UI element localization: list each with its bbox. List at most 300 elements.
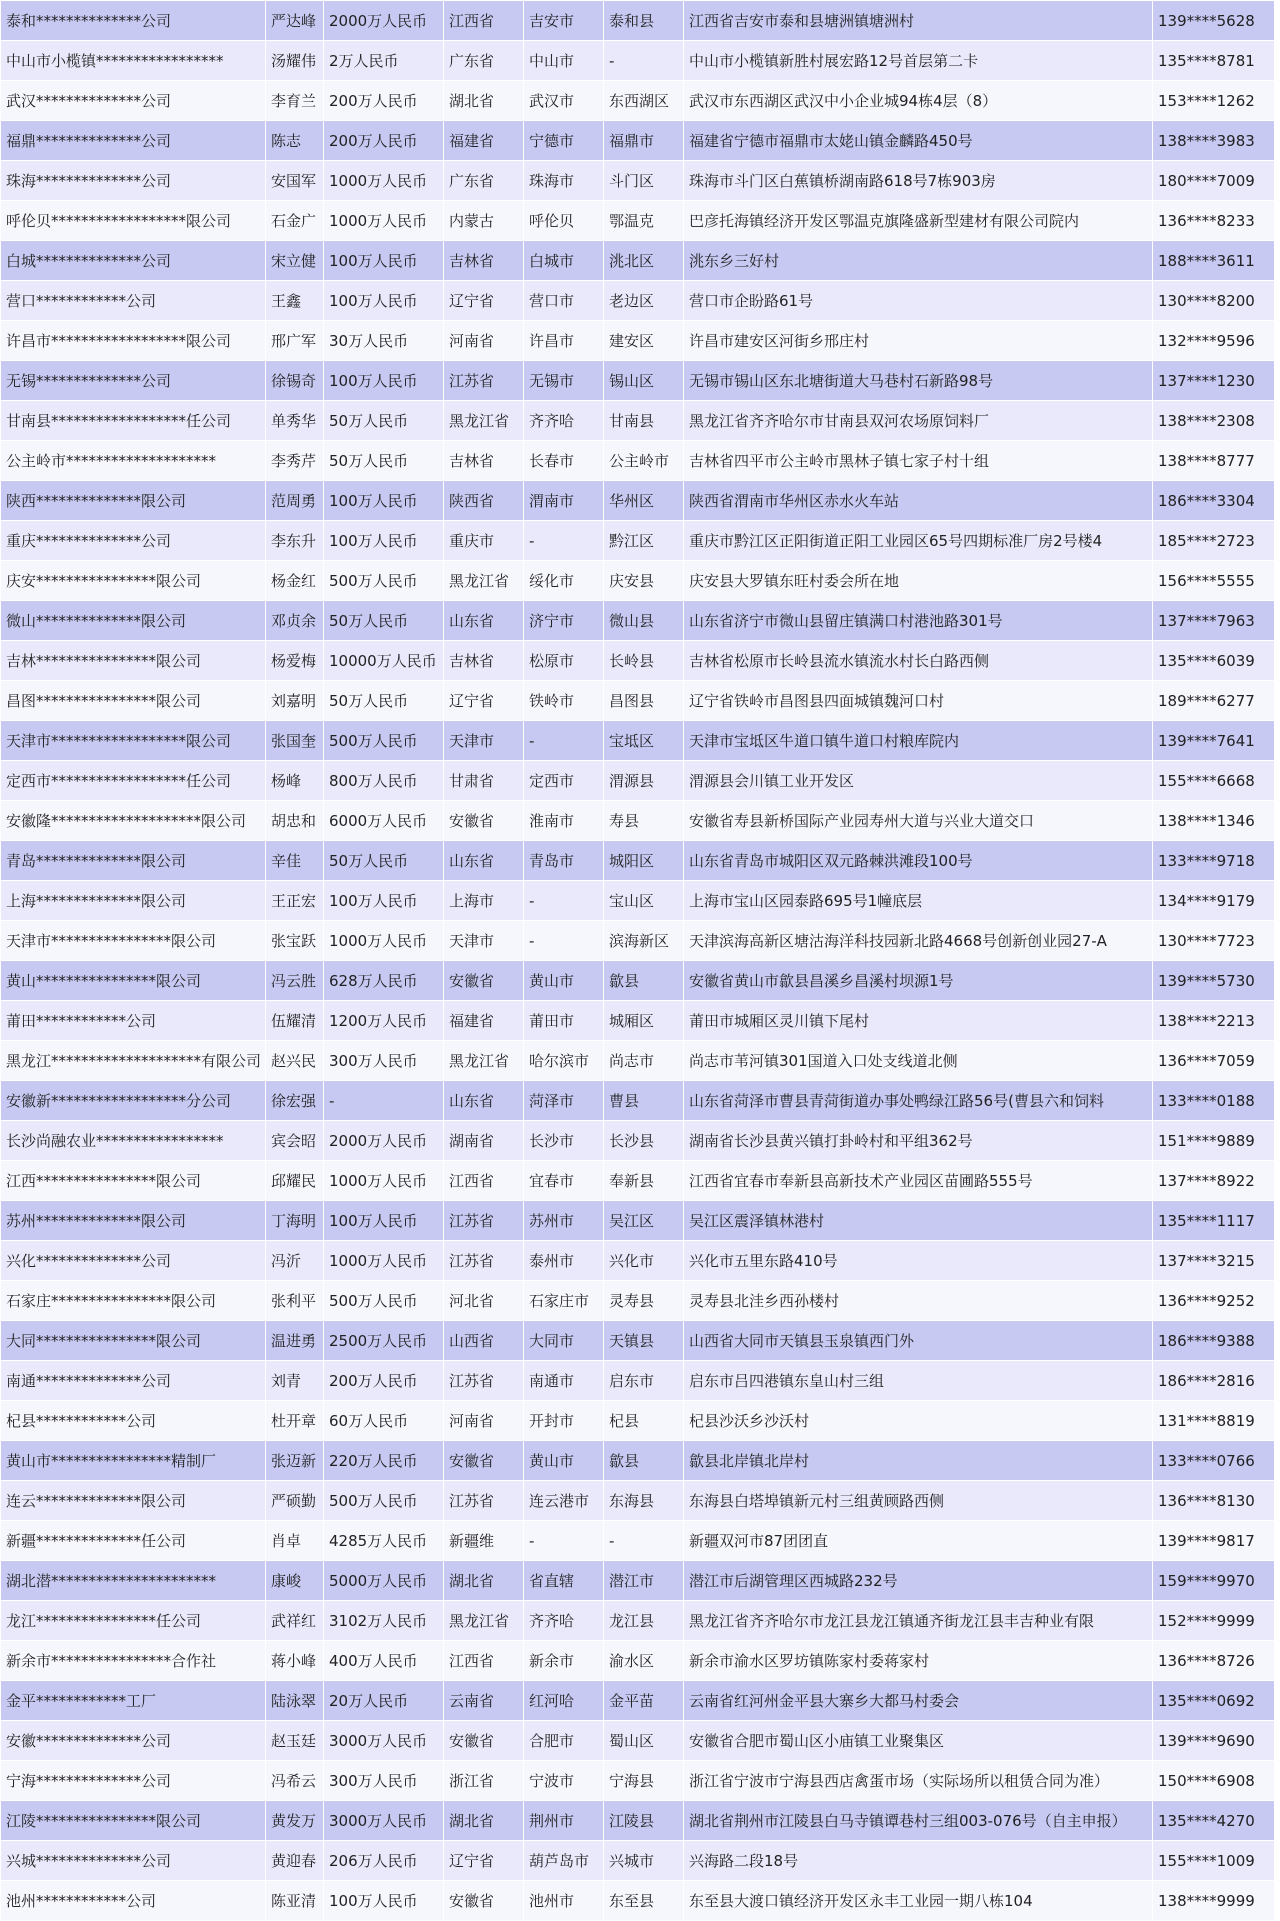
legal-person-cell: 陆泳翠 — [266, 1681, 324, 1721]
capital-cell: 500万人民币 — [324, 1281, 444, 1321]
table-row — [1, 1601, 1275, 1641]
legal-person-cell: 宾会昭 — [266, 1121, 324, 1161]
table-row — [1, 761, 1275, 801]
address-cell: 武汉市东西湖区武汉中小企业城94栋4层（8） — [684, 81, 1153, 121]
address-cell: 浙江省宁波市宁海县西店禽蛋市场（实际场所以租赁合同为准） — [684, 1761, 1153, 1801]
address-cell: 福建省宁德市福鼎市太姥山镇金麟路450号 — [684, 121, 1153, 161]
legal-person-cell: 汤耀伟 — [266, 41, 324, 81]
phone-cell: 139****7641 — [1153, 721, 1275, 761]
phone-cell: 151****9889 — [1153, 1121, 1275, 1161]
capital-cell: 500万人民币 — [324, 721, 444, 761]
company-name-cell: 石家庄****************限公司 — [1, 1281, 266, 1321]
company-name-cell: 江西****************限公司 — [1, 1161, 266, 1201]
province-cell: 山东省 — [444, 841, 524, 881]
address-cell: 吉林省四平市公主岭市黑林子镇七家子村十组 — [684, 441, 1153, 481]
company-name-cell: 黑龙江********************有限公司 — [1, 1041, 266, 1081]
table-row — [1, 921, 1275, 961]
company-name-cell: 微山**************限公司 — [1, 601, 266, 641]
district-cell: 金平苗 — [604, 1681, 684, 1721]
province-cell: 江苏省 — [444, 1361, 524, 1401]
address-cell: 新余市渝水区罗坊镇陈家村委蒋家村 — [684, 1641, 1153, 1681]
city-cell: 无锡市 — [524, 361, 604, 401]
address-cell: 山东省济宁市微山县留庄镇满口村港池路301号 — [684, 601, 1153, 641]
capital-cell: 30万人民币 — [324, 321, 444, 361]
capital-cell: 628万人民币 — [324, 961, 444, 1001]
table-row — [1, 1, 1275, 41]
province-cell: 山东省 — [444, 601, 524, 641]
district-cell: 寿县 — [604, 801, 684, 841]
province-cell: 吉林省 — [444, 641, 524, 681]
table-row — [1, 441, 1275, 481]
district-cell: 宝山区 — [604, 881, 684, 921]
address-cell: 上海市宝山区园泰路695号1幢底层 — [684, 881, 1153, 921]
table-row — [1, 521, 1275, 561]
capital-cell: 1000万人民币 — [324, 1161, 444, 1201]
table-row — [1, 161, 1275, 201]
phone-cell: 159****9970 — [1153, 1561, 1275, 1601]
legal-person-cell: 李秀芹 — [266, 441, 324, 481]
address-cell: 天津滨海高新区塘沽海洋科技园新北路4668号创新创业园27-A — [684, 921, 1153, 961]
province-cell: 甘肃省 — [444, 761, 524, 801]
province-cell: 安徽省 — [444, 1881, 524, 1921]
district-cell: 灵寿县 — [604, 1281, 684, 1321]
company-name-cell: 苏州**************限公司 — [1, 1201, 266, 1241]
capital-cell: 500万人民币 — [324, 1481, 444, 1521]
capital-cell: 200万人民币 — [324, 81, 444, 121]
city-cell: 青岛市 — [524, 841, 604, 881]
capital-cell: 2000万人民币 — [324, 1, 444, 41]
table-row — [1, 801, 1275, 841]
address-cell: 启东市吕四港镇东皇山村三组 — [684, 1361, 1153, 1401]
table-row — [1, 641, 1275, 681]
capital-cell: 100万人民币 — [324, 281, 444, 321]
city-cell: 荆州市 — [524, 1801, 604, 1841]
legal-person-cell: 杨爱梅 — [266, 641, 324, 681]
capital-cell: 2500万人民币 — [324, 1321, 444, 1361]
table-row — [1, 881, 1275, 921]
phone-cell: 138****8777 — [1153, 441, 1275, 481]
phone-cell: 136****8726 — [1153, 1641, 1275, 1681]
legal-person-cell: 黄迎春 — [266, 1841, 324, 1881]
city-cell: - — [524, 721, 604, 761]
table-row — [1, 1041, 1275, 1081]
table-row — [1, 1681, 1275, 1721]
table-row — [1, 81, 1275, 121]
province-cell: 天津市 — [444, 721, 524, 761]
city-cell: 菏泽市 — [524, 1081, 604, 1121]
table-row — [1, 41, 1275, 81]
province-cell: 福建省 — [444, 1001, 524, 1041]
legal-person-cell: 胡忠和 — [266, 801, 324, 841]
province-cell: 广东省 — [444, 161, 524, 201]
legal-person-cell: 肖卓 — [266, 1521, 324, 1561]
province-cell: 黑龙江省 — [444, 401, 524, 441]
table-row — [1, 401, 1275, 441]
address-cell: 安徽省黄山市歙县昌溪乡昌溪村坝源1号 — [684, 961, 1153, 1001]
legal-person-cell: 安国军 — [266, 161, 324, 201]
city-cell: 新余市 — [524, 1641, 604, 1681]
district-cell: 天镇县 — [604, 1321, 684, 1361]
province-cell: 云南省 — [444, 1681, 524, 1721]
capital-cell: 6000万人民币 — [324, 801, 444, 841]
phone-cell: 186****2816 — [1153, 1361, 1275, 1401]
phone-cell: 155****6668 — [1153, 761, 1275, 801]
legal-person-cell: 刘嘉明 — [266, 681, 324, 721]
district-cell: 宝坻区 — [604, 721, 684, 761]
legal-person-cell: 徐宏强 — [266, 1081, 324, 1121]
city-cell: 呼伦贝 — [524, 201, 604, 241]
city-cell: 长春市 — [524, 441, 604, 481]
capital-cell: 220万人民币 — [324, 1441, 444, 1481]
city-cell: 泰州市 — [524, 1241, 604, 1281]
district-cell: 锡山区 — [604, 361, 684, 401]
city-cell: 连云港市 — [524, 1481, 604, 1521]
capital-cell: 100万人民币 — [324, 881, 444, 921]
company-name-cell: 无锡**************公司 — [1, 361, 266, 401]
phone-cell: 153****1262 — [1153, 81, 1275, 121]
company-name-cell: 天津市****************限公司 — [1, 921, 266, 961]
capital-cell: 3102万人民币 — [324, 1601, 444, 1641]
province-cell: 辽宁省 — [444, 681, 524, 721]
address-cell: 江西省吉安市泰和县塘洲镇塘洲村 — [684, 1, 1153, 41]
province-cell: 安徽省 — [444, 961, 524, 1001]
legal-person-cell: 武祥红 — [266, 1601, 324, 1641]
address-cell: 新疆双河市87团团直 — [684, 1521, 1153, 1561]
phone-cell: 188****3611 — [1153, 241, 1275, 281]
address-cell: 山东省青岛市城阳区双元路棘洪滩段100号 — [684, 841, 1153, 881]
table-row — [1, 681, 1275, 721]
address-cell: 天津市宝坻区牛道口镇牛道口村粮库院内 — [684, 721, 1153, 761]
legal-person-cell: 温进勇 — [266, 1321, 324, 1361]
table-row — [1, 1081, 1275, 1121]
city-cell: - — [524, 521, 604, 561]
district-cell: 江陵县 — [604, 1801, 684, 1841]
city-cell: 营口市 — [524, 281, 604, 321]
table-row — [1, 481, 1275, 521]
address-cell: 吉林省松原市长岭县流水镇流水村长白路西侧 — [684, 641, 1153, 681]
phone-cell: 155****1009 — [1153, 1841, 1275, 1881]
phone-cell: 139****5730 — [1153, 961, 1275, 1001]
table-row — [1, 1561, 1275, 1601]
table-row — [1, 1801, 1275, 1841]
legal-person-cell: 李东升 — [266, 521, 324, 561]
district-cell: - — [604, 41, 684, 81]
table-row — [1, 1241, 1275, 1281]
table-row — [1, 1281, 1275, 1321]
address-cell: 无锡市锡山区东北塘街道大马巷村石新路98号 — [684, 361, 1153, 401]
legal-person-cell: 康峻 — [266, 1561, 324, 1601]
legal-person-cell: 赵玉廷 — [266, 1721, 324, 1761]
address-cell: 黑龙江省齐齐哈尔市龙江县龙江镇通齐街龙江县丰吉种业有限 — [684, 1601, 1153, 1641]
district-cell: 斗门区 — [604, 161, 684, 201]
address-cell: 山西省大同市天镇县玉泉镇西门外 — [684, 1321, 1153, 1361]
table-row — [1, 1481, 1275, 1521]
district-cell: 尚志市 — [604, 1041, 684, 1081]
phone-cell: 137****7963 — [1153, 601, 1275, 641]
legal-person-cell: 王正宏 — [266, 881, 324, 921]
phone-cell: 133****9718 — [1153, 841, 1275, 881]
table-row — [1, 1361, 1275, 1401]
table-row — [1, 281, 1275, 321]
capital-cell: 50万人民币 — [324, 401, 444, 441]
province-cell: 河北省 — [444, 1281, 524, 1321]
capital-cell: 5000万人民币 — [324, 1561, 444, 1601]
capital-cell: 2000万人民币 — [324, 1121, 444, 1161]
company-name-cell: 上海**************限公司 — [1, 881, 266, 921]
address-cell: 兴海路二段18号 — [684, 1841, 1153, 1881]
table-row — [1, 121, 1275, 161]
company-name-cell: 昌图****************限公司 — [1, 681, 266, 721]
address-cell: 兴化市五里东路410号 — [684, 1241, 1153, 1281]
address-cell: 洮东乡三好村 — [684, 241, 1153, 281]
city-cell: 绥化市 — [524, 561, 604, 601]
province-cell: 江苏省 — [444, 361, 524, 401]
province-cell: 山西省 — [444, 1321, 524, 1361]
company-name-cell: 重庆**************公司 — [1, 521, 266, 561]
company-name-cell: 黄山市****************精制厂 — [1, 1441, 266, 1481]
district-cell: 城阳区 — [604, 841, 684, 881]
address-cell: 珠海市斗门区白蕉镇桥湖南路618号7栋903房 — [684, 161, 1153, 201]
capital-cell: - — [324, 1081, 444, 1121]
legal-person-cell: 张宝跃 — [266, 921, 324, 961]
legal-person-cell: 张国奎 — [266, 721, 324, 761]
company-name-cell: 大同****************限公司 — [1, 1321, 266, 1361]
district-cell: 歙县 — [604, 961, 684, 1001]
district-cell: 华州区 — [604, 481, 684, 521]
company-name-cell: 兴城**************公司 — [1, 1841, 266, 1881]
address-cell: 东海县白塔埠镇新元村三组黄顾路西侧 — [684, 1481, 1153, 1521]
phone-cell: 135****4270 — [1153, 1801, 1275, 1841]
table-row — [1, 1161, 1275, 1201]
phone-cell: 130****7723 — [1153, 921, 1275, 961]
phone-cell: 138****1346 — [1153, 801, 1275, 841]
district-cell: 庆安县 — [604, 561, 684, 601]
address-cell: 重庆市黔江区正阳街道正阳工业园区65号四期标准厂房2号楼4 — [684, 521, 1153, 561]
address-cell: 潜江市后湖管理区西城路232号 — [684, 1561, 1153, 1601]
table-body — [1, 1, 1275, 1921]
legal-person-cell: 黄发万 — [266, 1801, 324, 1841]
district-cell: 宁海县 — [604, 1761, 684, 1801]
city-cell: 齐齐哈 — [524, 1601, 604, 1641]
province-cell: 黑龙江省 — [444, 561, 524, 601]
legal-person-cell: 陈亚清 — [266, 1881, 324, 1921]
phone-cell: 137****3215 — [1153, 1241, 1275, 1281]
capital-cell: 50万人民币 — [324, 681, 444, 721]
company-name-cell: 公主岭市******************** — [1, 441, 266, 481]
district-cell: 微山县 — [604, 601, 684, 641]
district-cell: 甘南县 — [604, 401, 684, 441]
legal-person-cell: 严硕勤 — [266, 1481, 324, 1521]
city-cell: 铁岭市 — [524, 681, 604, 721]
table-row — [1, 1521, 1275, 1561]
province-cell: 河南省 — [444, 321, 524, 361]
city-cell: 红河哈 — [524, 1681, 604, 1721]
phone-cell: 139****9690 — [1153, 1721, 1275, 1761]
city-cell: 济宁市 — [524, 601, 604, 641]
phone-cell: 136****7059 — [1153, 1041, 1275, 1081]
legal-person-cell: 杨峰 — [266, 761, 324, 801]
company-name-cell: 池州************公司 — [1, 1881, 266, 1921]
city-cell: 淮南市 — [524, 801, 604, 841]
address-cell: 吴江区震泽镇林港村 — [684, 1201, 1153, 1241]
company-name-cell: 杞县************公司 — [1, 1401, 266, 1441]
company-name-cell: 江陵****************限公司 — [1, 1801, 266, 1841]
table-row — [1, 201, 1275, 241]
province-cell: 湖北省 — [444, 81, 524, 121]
capital-cell: 1000万人民币 — [324, 161, 444, 201]
city-cell: 莆田市 — [524, 1001, 604, 1041]
address-cell: 歙县北岸镇北岸村 — [684, 1441, 1153, 1481]
province-cell: 江苏省 — [444, 1241, 524, 1281]
district-cell: 黔江区 — [604, 521, 684, 561]
capital-cell: 50万人民币 — [324, 441, 444, 481]
table-row — [1, 1841, 1275, 1881]
province-cell: 新疆维 — [444, 1521, 524, 1561]
province-cell: 山东省 — [444, 1081, 524, 1121]
legal-person-cell: 丁海明 — [266, 1201, 324, 1241]
company-name-cell: 庆安****************限公司 — [1, 561, 266, 601]
province-cell: 江西省 — [444, 1161, 524, 1201]
address-cell: 黑龙江省齐齐哈尔市甘南县双河农场原饲料厂 — [684, 401, 1153, 441]
city-cell: 松原市 — [524, 641, 604, 681]
capital-cell: 2万人民币 — [324, 41, 444, 81]
phone-cell: 135****8781 — [1153, 41, 1275, 81]
capital-cell: 800万人民币 — [324, 761, 444, 801]
province-cell: 天津市 — [444, 921, 524, 961]
district-cell: - — [604, 1521, 684, 1561]
company-name-cell: 安徽新******************分公司 — [1, 1081, 266, 1121]
district-cell: 奉新县 — [604, 1161, 684, 1201]
address-cell: 渭源县会川镇工业开发区 — [684, 761, 1153, 801]
district-cell: 龙江县 — [604, 1601, 684, 1641]
company-name-cell: 新疆**************任公司 — [1, 1521, 266, 1561]
city-cell: - — [524, 1521, 604, 1561]
company-name-cell: 安徽**************公司 — [1, 1721, 266, 1761]
address-cell: 安徽省合肥市蜀山区小庙镇工业聚集区 — [684, 1721, 1153, 1761]
city-cell: 宁波市 — [524, 1761, 604, 1801]
legal-person-cell: 邱耀民 — [266, 1161, 324, 1201]
table-row — [1, 1721, 1275, 1761]
phone-cell: 138****9999 — [1153, 1881, 1275, 1921]
city-cell: 黄山市 — [524, 1441, 604, 1481]
district-cell: 东西湖区 — [604, 81, 684, 121]
table-row — [1, 601, 1275, 641]
district-cell: 滨海新区 — [604, 921, 684, 961]
city-cell: 池州市 — [524, 1881, 604, 1921]
province-cell: 辽宁省 — [444, 1841, 524, 1881]
legal-person-cell: 单秀华 — [266, 401, 324, 441]
district-cell: 歙县 — [604, 1441, 684, 1481]
province-cell: 重庆市 — [444, 521, 524, 561]
table-row — [1, 561, 1275, 601]
city-cell: 黄山市 — [524, 961, 604, 1001]
city-cell: 宁德市 — [524, 121, 604, 161]
city-cell: 苏州市 — [524, 1201, 604, 1241]
company-name-cell: 武汉**************公司 — [1, 81, 266, 121]
phone-cell: 131****8819 — [1153, 1401, 1275, 1441]
legal-person-cell: 徐锡奇 — [266, 361, 324, 401]
city-cell: 武汉市 — [524, 81, 604, 121]
district-cell: 蜀山区 — [604, 1721, 684, 1761]
table-row — [1, 1321, 1275, 1361]
phone-cell: 189****6277 — [1153, 681, 1275, 721]
capital-cell: 1000万人民币 — [324, 921, 444, 961]
capital-cell: 1000万人民币 — [324, 201, 444, 241]
city-cell: 渭南市 — [524, 481, 604, 521]
table-row — [1, 1201, 1275, 1241]
province-cell: 湖北省 — [444, 1561, 524, 1601]
phone-cell: 137****8922 — [1153, 1161, 1275, 1201]
district-cell: 启东市 — [604, 1361, 684, 1401]
capital-cell: 100万人民币 — [324, 1201, 444, 1241]
capital-cell: 3000万人民币 — [324, 1801, 444, 1841]
district-cell: 鄂温克 — [604, 201, 684, 241]
legal-person-cell: 冯希云 — [266, 1761, 324, 1801]
table-row — [1, 1441, 1275, 1481]
district-cell: 东至县 — [604, 1881, 684, 1921]
legal-person-cell: 冯沂 — [266, 1241, 324, 1281]
address-cell: 庆安县大罗镇东旺村委会所在地 — [684, 561, 1153, 601]
phone-cell: 138****2308 — [1153, 401, 1275, 441]
capital-cell: 100万人民币 — [324, 521, 444, 561]
capital-cell: 500万人民币 — [324, 561, 444, 601]
province-cell: 江西省 — [444, 1641, 524, 1681]
legal-person-cell: 张迈新 — [266, 1441, 324, 1481]
city-cell: 宜春市 — [524, 1161, 604, 1201]
capital-cell: 3000万人民币 — [324, 1721, 444, 1761]
address-cell: 江西省宜春市奉新县高新技术产业园区苗圃路555号 — [684, 1161, 1153, 1201]
district-cell: 泰和县 — [604, 1, 684, 41]
legal-person-cell: 陈志 — [266, 121, 324, 161]
phone-cell: 134****9179 — [1153, 881, 1275, 921]
legal-person-cell: 张利平 — [266, 1281, 324, 1321]
province-cell: 广东省 — [444, 41, 524, 81]
district-cell: 东海县 — [604, 1481, 684, 1521]
phone-cell: 135****0692 — [1153, 1681, 1275, 1721]
legal-person-cell: 杜开章 — [266, 1401, 324, 1441]
phone-cell: 186****3304 — [1153, 481, 1275, 521]
legal-person-cell: 赵兴民 — [266, 1041, 324, 1081]
capital-cell: 50万人民币 — [324, 841, 444, 881]
legal-person-cell: 杨金红 — [266, 561, 324, 601]
legal-person-cell: 冯云胜 — [266, 961, 324, 1001]
district-cell: 渝水区 — [604, 1641, 684, 1681]
province-cell: 吉林省 — [444, 441, 524, 481]
district-cell: 昌图县 — [604, 681, 684, 721]
table-row — [1, 1401, 1275, 1441]
capital-cell: 100万人民币 — [324, 1881, 444, 1921]
table-row — [1, 321, 1275, 361]
company-name-cell: 宁海**************公司 — [1, 1761, 266, 1801]
legal-person-cell: 严达峰 — [266, 1, 324, 41]
city-cell: 哈尔滨市 — [524, 1041, 604, 1081]
table-row — [1, 1641, 1275, 1681]
phone-cell: 132****9596 — [1153, 321, 1275, 361]
city-cell: 石家庄市 — [524, 1281, 604, 1321]
district-cell: 老边区 — [604, 281, 684, 321]
company-name-cell: 白城**************公司 — [1, 241, 266, 281]
province-cell: 安徽省 — [444, 1721, 524, 1761]
company-name-cell: 新余市****************合作社 — [1, 1641, 266, 1681]
company-name-cell: 长沙尚融农业***************** — [1, 1121, 266, 1161]
legal-person-cell: 辛佳 — [266, 841, 324, 881]
address-cell: 灵寿县北洼乡西孙楼村 — [684, 1281, 1153, 1321]
address-cell: 中山市小榄镇新胜村展宏路12号首层第二卡 — [684, 41, 1153, 81]
address-cell: 尚志市苇河镇301国道入口处支线道北侧 — [684, 1041, 1153, 1081]
table-row — [1, 361, 1275, 401]
phone-cell: 133****0766 — [1153, 1441, 1275, 1481]
company-name-cell: 陕西**************限公司 — [1, 481, 266, 521]
